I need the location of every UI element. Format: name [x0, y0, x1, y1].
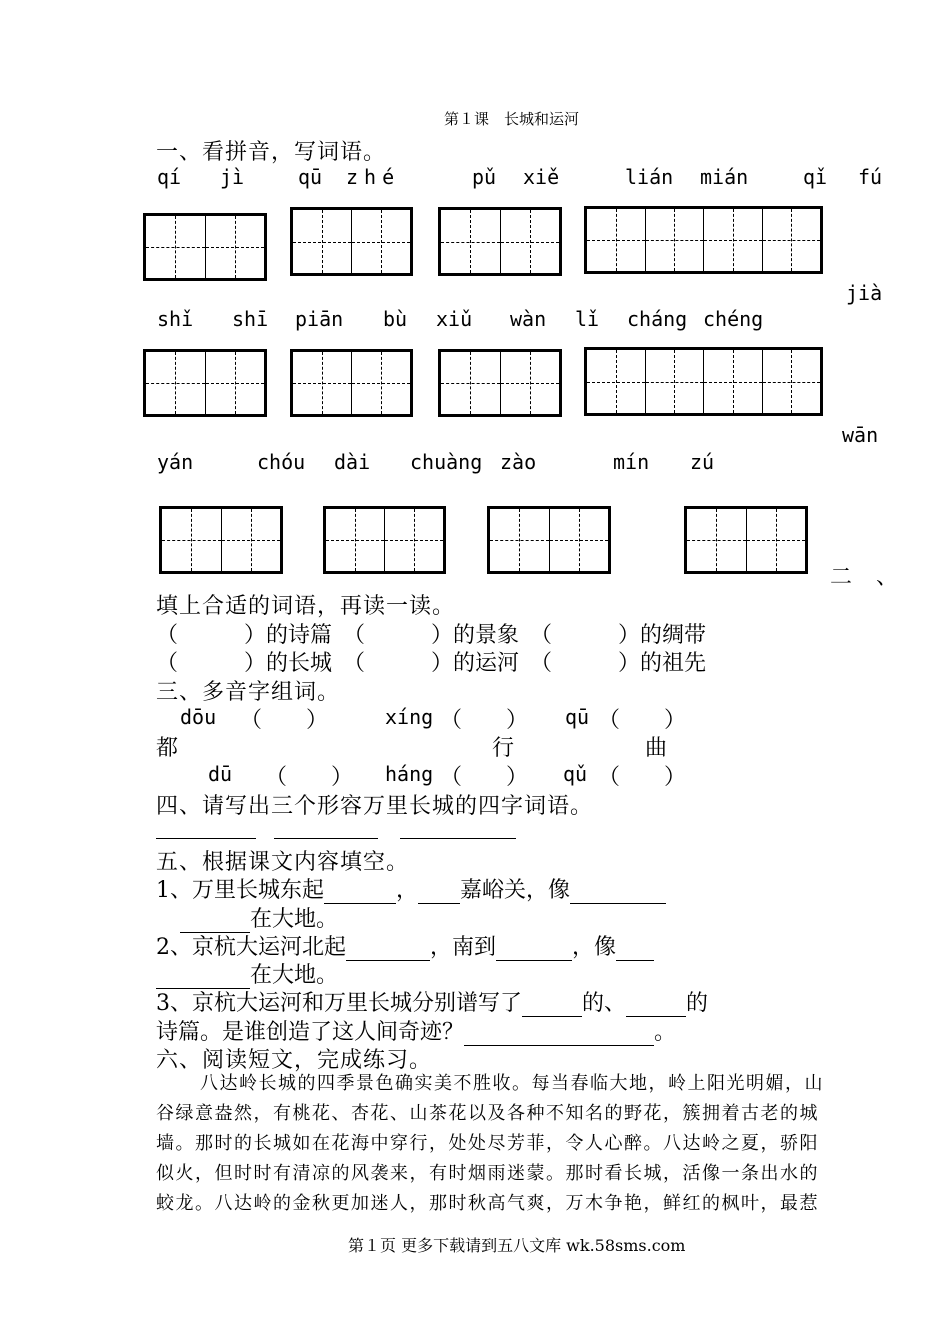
answer-blanks [156, 816, 516, 839]
reading-passage-line: 谷绿意盎然，有桃花、杏花、山茶花以及各种不知名的野花，簇拥着古老的城 [156, 1103, 819, 1124]
pinyin: piān [295, 307, 344, 331]
question-text: 在大地。 [250, 907, 339, 932]
question-text: ， [396, 878, 419, 903]
answer-paren[interactable]: （ ） [240, 708, 329, 733]
pinyin: shī [232, 307, 269, 331]
writing-box[interactable] [290, 349, 413, 417]
question-text: 在大地。 [250, 963, 339, 988]
question-3-cont [156, 1015, 676, 1046]
question-text: 诗篇。是谁创造了这人间奇迹？ [156, 1020, 465, 1045]
writing-box[interactable] [584, 206, 823, 274]
question-1-cont [180, 902, 338, 933]
answer-blank[interactable] [274, 816, 378, 839]
pinyin: qǔ [563, 762, 588, 786]
pinyin: qū [298, 165, 323, 189]
writing-box[interactable] [323, 506, 446, 574]
reading-passage-line: 墙。那时的长城如在花海中穿行，处处尽芳菲，令人心醉。八达岭之夏，骄阳 [156, 1133, 819, 1154]
pinyin: cháng [627, 307, 688, 331]
section-1-heading: 一、看拼音，写词语。 [156, 140, 387, 165]
pinyin: qǐ [803, 165, 828, 189]
answer-blank[interactable] [616, 938, 654, 961]
reading-passage-line: 似火，但时时有清凉的风袭来，有时烟雨迷蒙。那时看长城，活像一条出水的 [156, 1163, 819, 1184]
answer-blank[interactable] [418, 881, 460, 904]
question-text: 1、万里长城东起 [156, 878, 324, 903]
polyphone-char: 曲 [645, 736, 668, 761]
answer-blank[interactable] [522, 994, 582, 1017]
pinyin: háng [385, 762, 434, 786]
section-4-heading: 四、请写出三个形容万里长城的四字词语。 [156, 794, 594, 819]
answer-blank[interactable] [496, 938, 572, 961]
pinyin: jià [846, 281, 883, 305]
answer-paren[interactable]: （ ） [598, 708, 687, 733]
answer-blank[interactable] [156, 816, 256, 839]
pinyin: mián [700, 165, 749, 189]
answer-paren[interactable]: （ ） [440, 765, 529, 790]
polyphone-char: 都 [156, 736, 179, 761]
question-text: 2、京杭大运河北起 [156, 935, 346, 960]
answer-blank[interactable] [324, 881, 396, 904]
question-text: 3、京杭大运河和万里长城分别谱写了 [156, 991, 522, 1016]
pinyin: wān [842, 423, 879, 447]
pinyin: qū [565, 705, 590, 729]
answer-paren[interactable]: （ ） [598, 765, 687, 790]
pinyin: jì [220, 165, 245, 189]
pinyin: wàn [510, 307, 547, 331]
pinyin: lǐ [575, 307, 600, 331]
writing-box[interactable] [487, 506, 611, 574]
pinyin: dū [208, 762, 233, 786]
question-text: 。 [654, 1020, 677, 1045]
answer-blank[interactable] [346, 938, 430, 961]
answer-blank[interactable] [626, 994, 686, 1017]
section-3-heading: 三、多音字组词。 [156, 680, 341, 705]
reading-passage-line: 八达岭长城的四季景色确实美不胜收。每当春临大地，岭上阳光明媚，山 [200, 1073, 824, 1094]
writing-box[interactable] [143, 349, 267, 417]
question-1 [156, 873, 666, 904]
question-2-cont [156, 958, 338, 989]
pinyin: chuàng [410, 450, 483, 474]
pinyin: yán [157, 450, 194, 474]
pinyin: xiǔ [436, 307, 473, 331]
answer-blank[interactable] [464, 1023, 654, 1046]
pinyin: chóu [257, 450, 306, 474]
page-footer: 第１页 更多下载请到五八文库 wk.58sms.com [348, 1236, 686, 1255]
writing-box[interactable] [143, 213, 267, 281]
answer-paren[interactable]: （ ） [440, 708, 529, 733]
question-3 [156, 986, 708, 1017]
section-5-heading: 五、根据课文内容填空。 [156, 850, 410, 875]
pinyin: zhé [346, 165, 401, 189]
pinyin: zú [690, 450, 715, 474]
question-text: 的、 [582, 991, 627, 1016]
pinyin: xiě [523, 165, 560, 189]
writing-box[interactable] [438, 349, 562, 417]
pinyin: dài [334, 450, 371, 474]
question-text: 嘉峪关，像 [460, 878, 571, 903]
pinyin: lián [625, 165, 674, 189]
writing-box[interactable] [438, 207, 562, 276]
pinyin: shǐ [157, 307, 194, 331]
answer-blank[interactable] [400, 816, 516, 839]
question-text: ，南到 [430, 935, 497, 960]
pinyin: qí [157, 165, 182, 189]
pinyin: chéng [703, 307, 764, 331]
fill-line-2[interactable]: （ ）的长城 （ ）的运河 （ ）的祖先 [156, 651, 707, 676]
question-2 [156, 930, 654, 961]
question-text: 的 [686, 991, 709, 1016]
section-2-number: 二 、 [830, 565, 900, 590]
writing-box[interactable] [159, 506, 283, 574]
pinyin: dōu [180, 705, 217, 729]
writing-box[interactable] [584, 347, 823, 416]
writing-box[interactable] [684, 506, 808, 574]
fill-line-1[interactable]: （ ）的诗篇 （ ）的景象 （ ）的绸带 [156, 623, 707, 648]
pinyin: zào [500, 450, 537, 474]
answer-blank[interactable] [570, 881, 666, 904]
writing-box[interactable] [290, 207, 413, 276]
pinyin: fú [858, 165, 883, 189]
answer-paren[interactable]: （ ） [265, 765, 354, 790]
polyphone-char: 行 [492, 736, 515, 761]
page-title: 第１课 长城和运河 [444, 110, 580, 128]
section-2-heading: 填上合适的词语，再读一读。 [156, 594, 456, 619]
pinyin: mín [613, 450, 650, 474]
reading-passage-line: 蛟龙。八达岭的金秋更加迷人，那时秋高气爽，万木争艳，鲜红的枫叶，最惹 [156, 1193, 819, 1214]
question-text: ，像 [572, 935, 617, 960]
section-6-heading: 六、阅读短文，完成练习。 [156, 1048, 433, 1073]
pinyin: bù [383, 307, 408, 331]
pinyin: pǔ [472, 165, 497, 189]
pinyin: xíng [385, 705, 434, 729]
